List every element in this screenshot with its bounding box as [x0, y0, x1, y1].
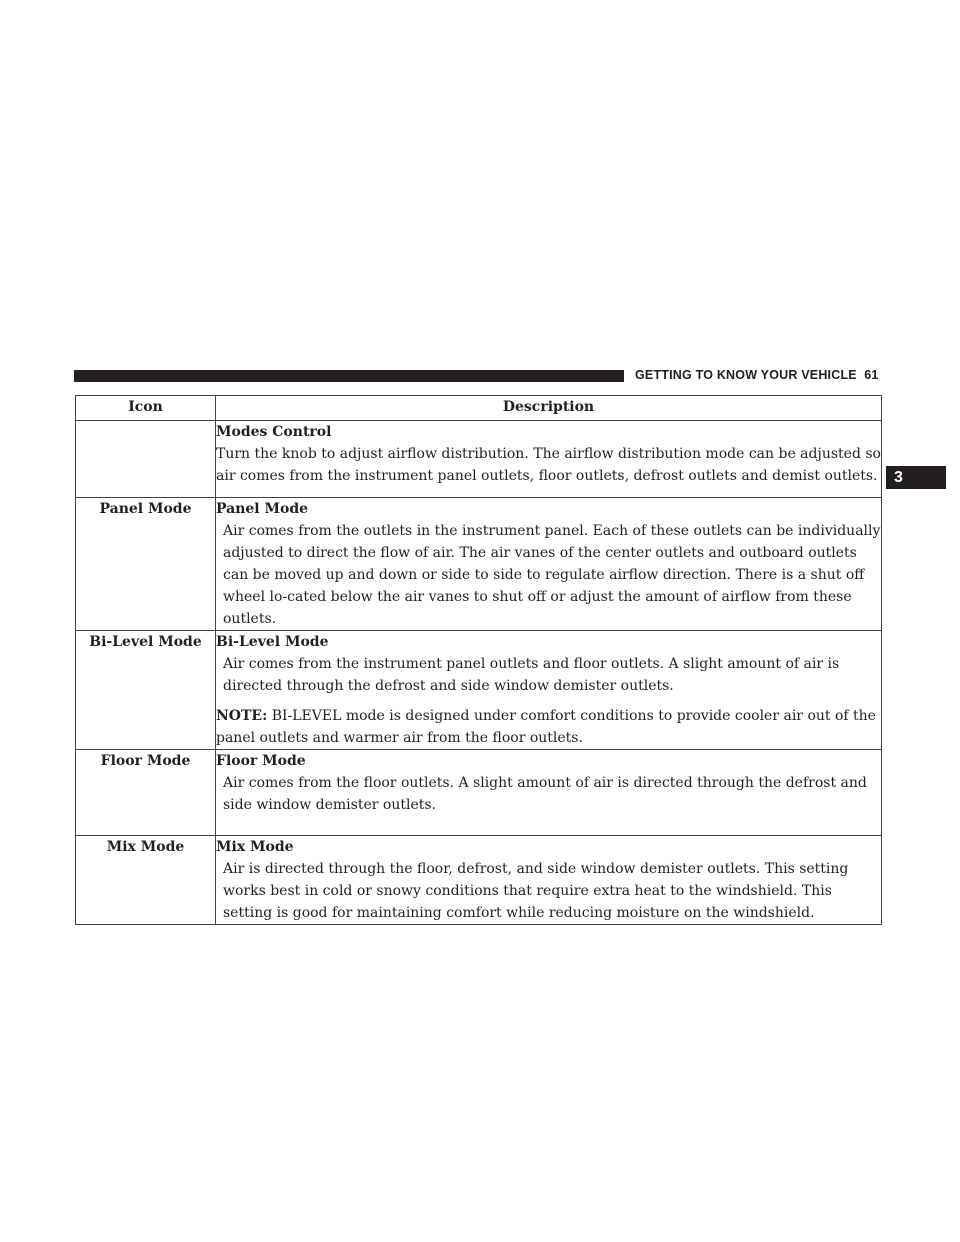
running-header-title: GETTING TO KNOW YOUR VEHICLE — [635, 368, 857, 382]
mode-title: Bi-Level Mode — [216, 634, 329, 650]
icon-cell: Mix Mode — [76, 836, 216, 925]
column-header-description: Description — [216, 396, 882, 421]
mode-description: Air comes from the instrument panel outlets and floor outlets. A slight amount of air is directed through the defrost and side window demister outlets. — [223, 656, 840, 694]
mode-description: Air comes from the floor outlets. A slight amount of air is directed through the defrost and side window demister outlets. — [223, 775, 867, 813]
icon-cell: Floor Mode — [76, 750, 216, 836]
mode-description: Air is directed through the floor, defrost, and side window demister outlets. This setting works best in cold or snowy conditions that require extra heat to the windshield. This setting is good for maintaining comfort while reducing moisture on the windshield. — [223, 861, 849, 921]
mode-description: Turn the knob to adjust airflow distribution. The airflow distribution mode can be adjusted so air comes from the instrument panel outlets, floor outlets, defrost outlets and demist outlets. — [216, 446, 881, 484]
chapter-tab: 3 — [886, 466, 946, 489]
table-header-row — [76, 396, 882, 421]
description-cell — [216, 498, 882, 631]
table-row — [76, 421, 882, 498]
mode-title: Modes Control — [216, 424, 332, 440]
description-cell — [216, 836, 882, 925]
note-text: BI-LEVEL mode is designed under comfort conditions to provide cooler air out of the panel outlets and warmer air from the floor outlets. — [216, 708, 876, 746]
running-header — [635, 368, 879, 382]
icon-cell — [76, 421, 216, 498]
description-cell — [216, 750, 882, 836]
header-rule — [74, 370, 624, 382]
mode-title: Floor Mode — [216, 753, 306, 769]
modes-table — [75, 395, 882, 925]
note — [216, 705, 881, 749]
page-number: 61 — [864, 368, 879, 382]
icon-cell: Panel Mode — [76, 498, 216, 631]
table-row — [76, 750, 882, 836]
description-cell — [216, 421, 882, 498]
mode-title: Panel Mode — [216, 501, 309, 517]
table-row — [76, 836, 882, 925]
note-label: NOTE: — [216, 708, 268, 724]
table-row — [76, 498, 882, 631]
mode-description: Air comes from the outlets in the instrument panel. Each of these outlets can be individually adjusted to direct the flow of air. The air vanes of the center outlets and outboard outlets can be moved up and down or side to side to regulate airflow direction. There is a shut off wheel lo-cated below the air vanes to shut off or adjust the amount of airflow from these outlets. — [223, 523, 881, 627]
mode-title: Mix Mode — [216, 839, 294, 855]
description-cell — [216, 631, 882, 750]
column-header-icon: Icon — [76, 396, 216, 421]
table-row — [76, 631, 882, 750]
icon-cell: Bi-Level Mode — [76, 631, 216, 750]
